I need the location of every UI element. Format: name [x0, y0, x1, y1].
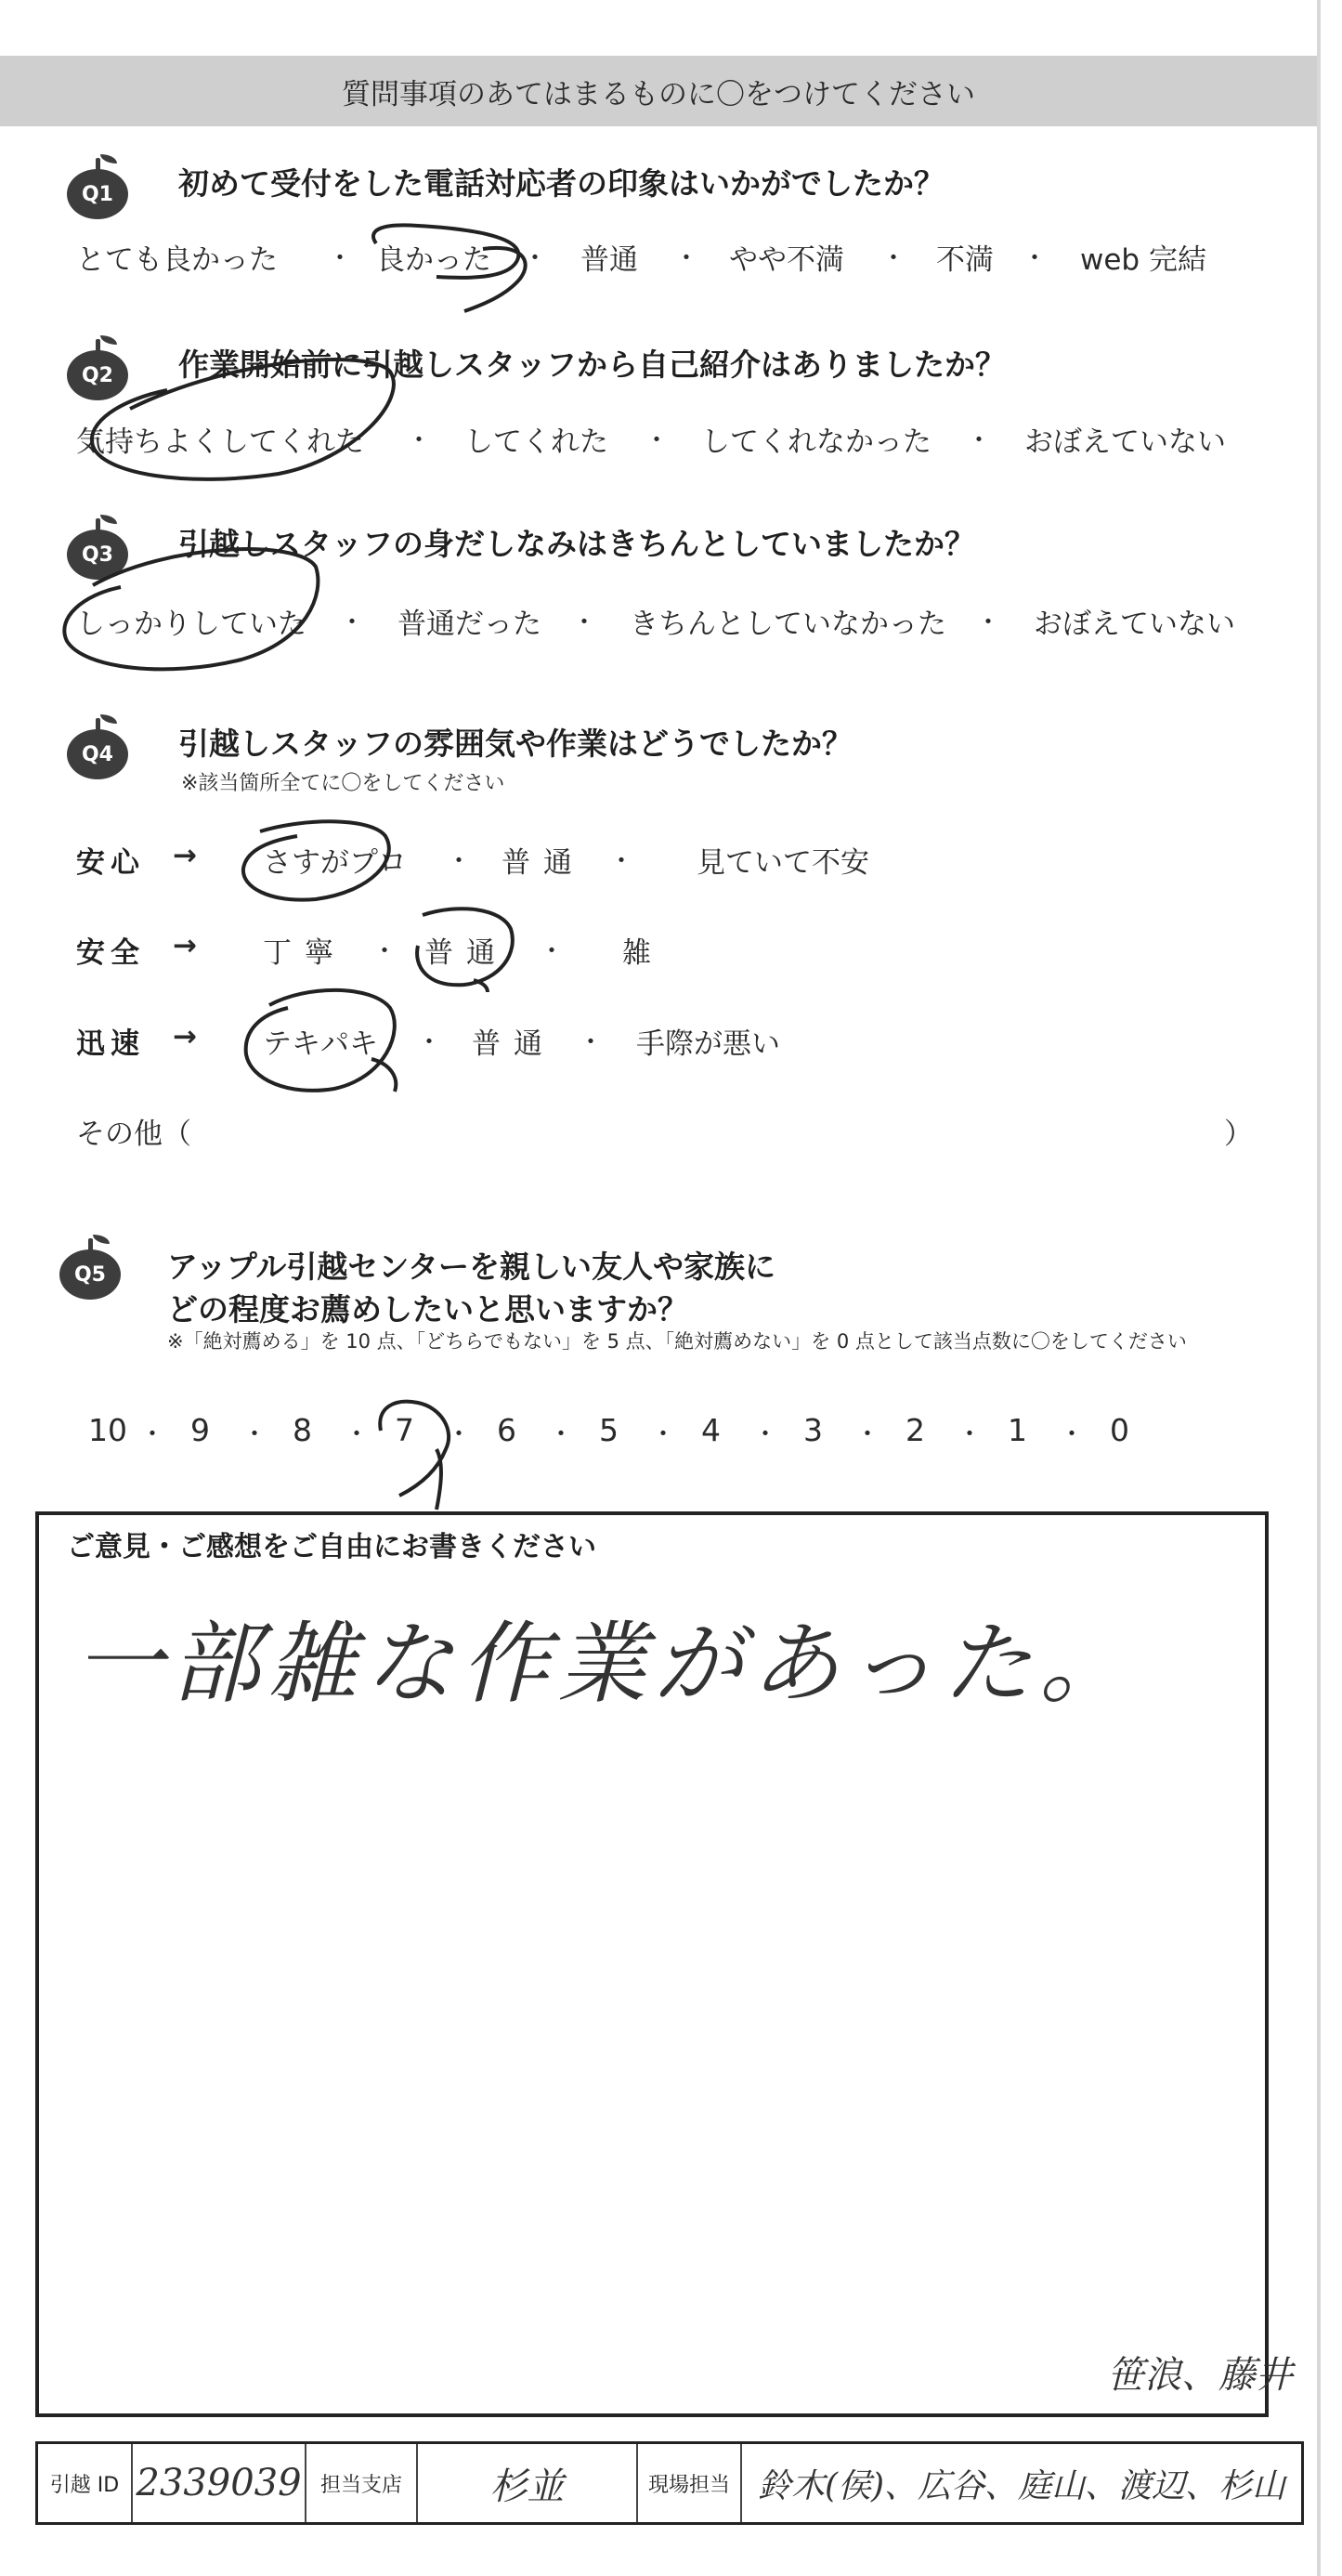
- q2-option-2[interactable]: してくれた: [464, 425, 608, 459]
- q4-anzen-selection-circle: [417, 909, 513, 992]
- q3-option-1[interactable]: しっかりしていた: [76, 608, 306, 641]
- separator-dot: ・: [406, 425, 433, 455]
- q4-other-close: ）: [1224, 1118, 1253, 1151]
- arrow-right-icon: →: [173, 929, 197, 962]
- branch-label: 担当支店: [306, 2444, 418, 2522]
- q1-option-4[interactable]: やや不満: [729, 243, 844, 277]
- q5-score-6[interactable]: 6: [497, 1412, 516, 1448]
- q5-note: ※「絶対薦める」を 10 点、「どちらでもない」を 5 点、「絶対薦めない」を 0 点として該当点数に〇をしてください: [167, 1330, 1187, 1353]
- separator-dot: ・: [139, 1419, 166, 1449]
- q1-option-6[interactable]: web 完結: [1080, 243, 1206, 277]
- q5-score-1[interactable]: 1: [1008, 1412, 1027, 1448]
- separator-dot: ・: [539, 935, 566, 966]
- q4-jinsoku-selection-circle: [246, 990, 397, 1092]
- q5-selection-circle: [380, 1402, 449, 1510]
- q4-question: 引越しスタッフの雰囲気や作業はどうでしたか？: [178, 726, 853, 762]
- separator-dot: ・: [344, 1419, 371, 1449]
- q1-option-3[interactable]: 普通: [580, 243, 638, 277]
- separator-dot: ・: [522, 242, 549, 273]
- q5-score-4[interactable]: 4: [701, 1412, 721, 1448]
- q2-badge-label: Q2: [67, 350, 128, 400]
- separator-dot: ・: [650, 1419, 677, 1449]
- q4-other-label: その他（: [76, 1118, 191, 1151]
- q4-anshin-option-1[interactable]: さすがプロ: [263, 846, 407, 880]
- header-title: 質問事項のあてはまるものに〇をつけてください: [342, 77, 975, 111]
- separator-dot: ・: [957, 1419, 984, 1449]
- q5-question-line2: どの程度お薦めしたいと思いますか？: [167, 1291, 688, 1327]
- move-id-label: 引越 ID: [38, 2444, 133, 2522]
- q4-badge-label: Q4: [67, 729, 128, 779]
- separator-dot: ・: [644, 425, 671, 455]
- arrow-right-icon: →: [173, 1020, 197, 1053]
- q1-selection-circle: [373, 225, 526, 311]
- q3-question: 引越しスタッフの身だしなみはきちんとしていましたか？: [178, 526, 975, 562]
- separator-dot: ・: [446, 845, 473, 876]
- q5-score-9[interactable]: 9: [190, 1412, 210, 1448]
- q2-question: 作業開始前に引越しスタッフから自己紹介はありましたか？: [178, 347, 1006, 383]
- q4-row-label-jinsoku: 迅速: [76, 1027, 145, 1061]
- footer-staff-extra: 笹浪、藤井: [1107, 2354, 1293, 2397]
- q4-jinsoku-option-2[interactable]: 普通: [472, 1027, 555, 1061]
- q5-question-line1: アップル引越センターを親しい友人や家族に: [167, 1249, 776, 1285]
- staff-label: 現場担当: [638, 2444, 742, 2522]
- q3-option-2[interactable]: 普通だった: [397, 608, 541, 641]
- q5-score-3[interactable]: 3: [803, 1412, 823, 1448]
- q3-option-4[interactable]: おぼえていない: [1034, 608, 1235, 641]
- q2-option-3[interactable]: してくれなかった: [701, 425, 932, 459]
- separator-dot: ・: [608, 845, 635, 876]
- comment-label: ご意見・ご感想をご自由にお書きください: [67, 1531, 596, 1563]
- q4-jinsoku-option-3[interactable]: 手際が悪い: [636, 1027, 780, 1061]
- q5-score-8[interactable]: 8: [293, 1412, 312, 1448]
- separator-dot: ・: [339, 607, 366, 637]
- q5-score-5[interactable]: 5: [599, 1412, 619, 1448]
- q3-selection-circle: [64, 549, 318, 669]
- separator-dot: ・: [880, 242, 907, 273]
- separator-dot: ・: [578, 1026, 605, 1057]
- separator-dot: ・: [548, 1419, 575, 1449]
- q5-score-2[interactable]: 2: [906, 1412, 925, 1448]
- q4-anzen-option-3[interactable]: 雑: [622, 936, 651, 970]
- q4-anzen-option-1[interactable]: 丁寧: [263, 936, 346, 970]
- separator-dot: ・: [1022, 242, 1049, 273]
- q4-anshin-option-3[interactable]: 見ていて不安: [697, 846, 869, 880]
- q3-option-3[interactable]: きちんとしていなかった: [630, 608, 946, 641]
- separator-dot: ・: [966, 425, 993, 455]
- q5-score-10[interactable]: 10: [88, 1412, 127, 1448]
- q2-option-1[interactable]: 気持ちよくしてくれた: [76, 425, 364, 459]
- move-id-value: 2339039: [133, 2444, 306, 2522]
- separator-dot: ・: [975, 607, 1002, 637]
- separator-dot: ・: [446, 1419, 473, 1449]
- q4-anshin-option-2[interactable]: 普通: [502, 846, 585, 880]
- separator-dot: ・: [371, 935, 398, 966]
- q4-anshin-selection-circle: [243, 821, 389, 899]
- q4-anzen-option-2[interactable]: 普通: [424, 936, 508, 970]
- q1-option-1[interactable]: とても良かった: [76, 243, 278, 277]
- q1-question: 初めて受付をした電話対応者の印象はいかがでしたか？: [178, 165, 945, 202]
- separator-dot: ・: [673, 242, 700, 273]
- q2-selection-circle: [92, 360, 394, 479]
- separator-dot: ・: [571, 607, 598, 637]
- separator-dot: ・: [416, 1026, 443, 1057]
- arrow-right-icon: →: [173, 839, 197, 872]
- separator-dot: ・: [854, 1419, 881, 1449]
- q1-option-2[interactable]: 良かった: [376, 243, 491, 277]
- separator-dot: ・: [1059, 1419, 1086, 1449]
- q4-note: ※該当箇所全てに〇をしてください: [181, 772, 505, 795]
- separator-dot: ・: [241, 1419, 268, 1449]
- separator-dot: ・: [327, 242, 354, 273]
- q5-badge-label: Q5: [59, 1249, 121, 1300]
- q3-badge-label: Q3: [67, 530, 128, 580]
- comment-handwriting: 一部雑な作業があった。: [74, 1612, 1137, 1716]
- q1-option-5[interactable]: 不満: [936, 243, 994, 277]
- q1-badge-label: Q1: [67, 169, 128, 219]
- q4-row-label-anzen: 安全: [76, 936, 145, 970]
- separator-dot: ・: [752, 1419, 779, 1449]
- q5-score-7[interactable]: 7: [395, 1412, 414, 1448]
- q2-option-4[interactable]: おぼえていない: [1024, 425, 1226, 459]
- staff-value: 鈴木(侯)、広谷、庭山、渡辺、杉山: [757, 2466, 1286, 2505]
- q4-row-label-anshin: 安心: [76, 846, 145, 880]
- q5-score-0[interactable]: 0: [1110, 1412, 1129, 1448]
- q4-jinsoku-option-1[interactable]: テキパキ: [263, 1027, 378, 1061]
- branch-value: 杉並: [418, 2444, 638, 2522]
